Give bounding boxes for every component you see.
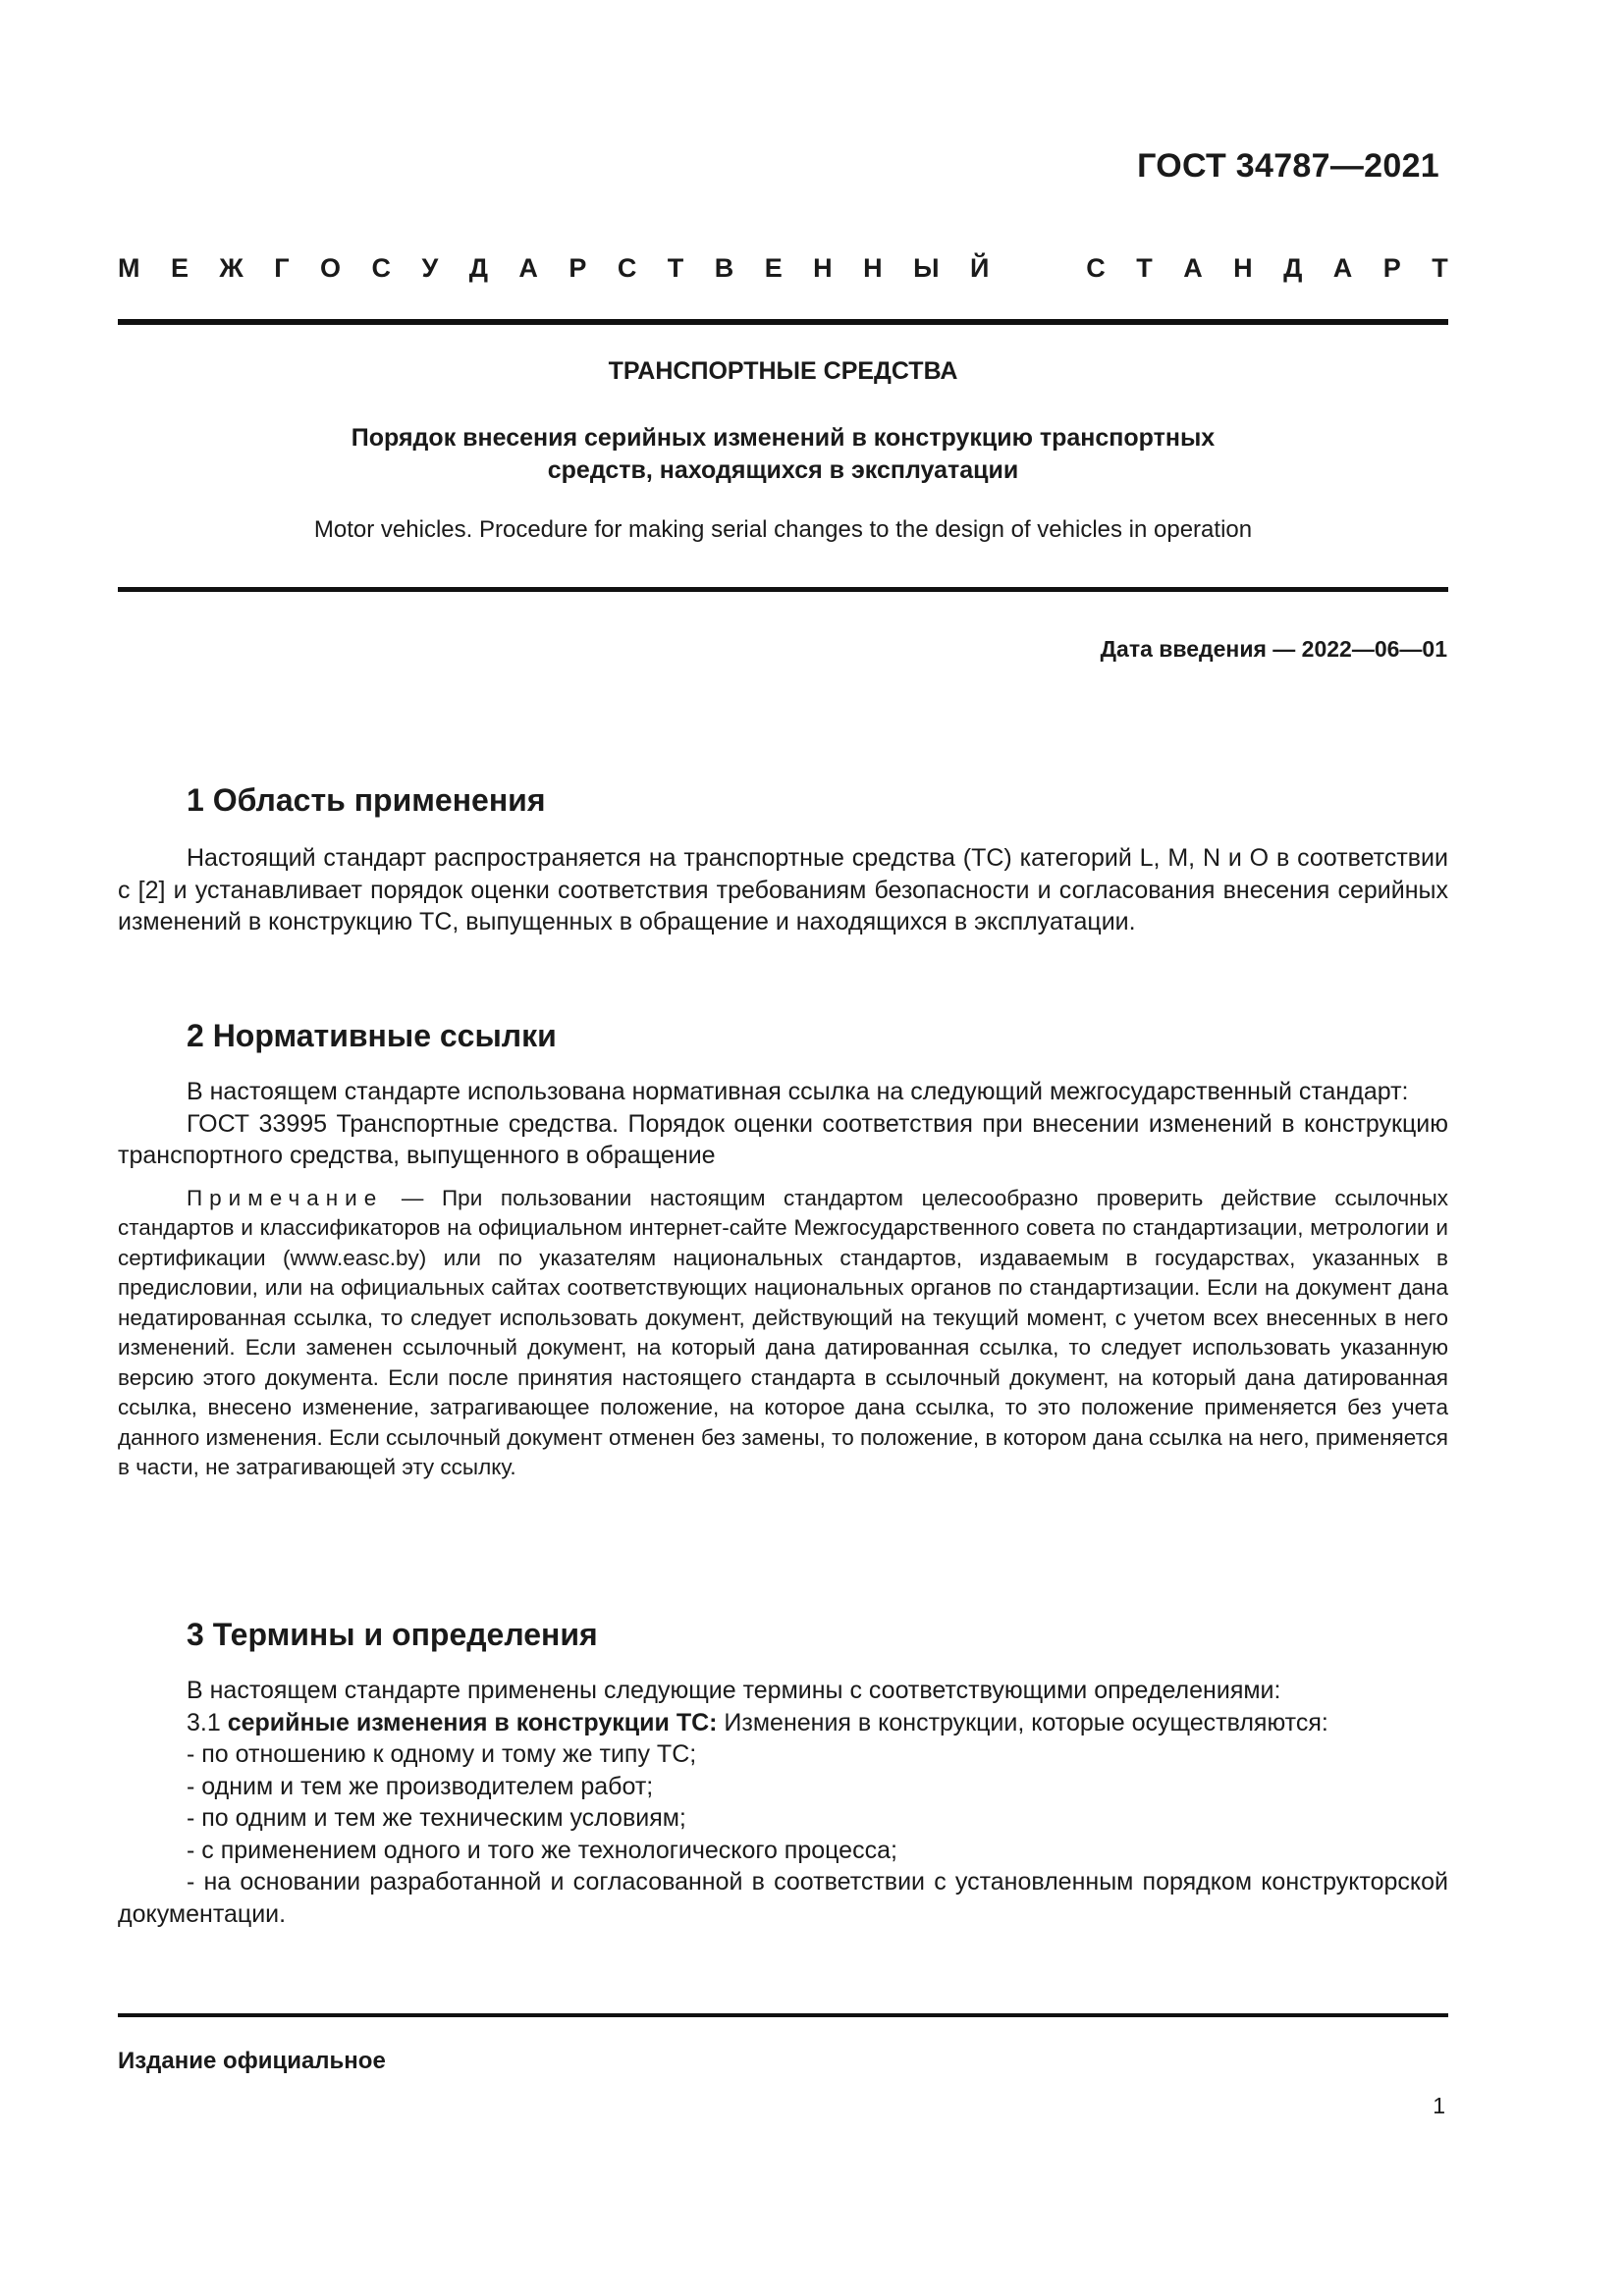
banner-letter: Й	[969, 253, 990, 283]
note-label: Примечание	[187, 1185, 384, 1210]
section-heading: 1 Область применения	[187, 782, 546, 818]
banner-letter: Г	[274, 253, 290, 283]
section-heading: 3 Термины и определения	[187, 1617, 598, 1652]
paragraph: В настоящем стандарте применены следующие термины с соответствующими определениями:	[187, 1677, 1281, 1704]
edition-label: Издание официальное	[118, 2048, 386, 2074]
footer-divider	[118, 2013, 1448, 2017]
banner-letter: Ж	[219, 253, 244, 283]
paragraph: ГОСТ 33995 Транспортные средства. Порядок оценки соответствия при внесении изменений в конструкцию транспортного средства, выпущенного в обращение	[118, 1109, 1448, 1169]
banner-letter: А	[1183, 253, 1203, 283]
document-title: ТРАНСПОРТНЫЕ СРЕДСТВА	[608, 357, 958, 385]
document-code: ГОСТ 34787—2021	[1137, 147, 1439, 185]
banner-letter: С	[617, 253, 637, 283]
banner-letter: Т	[1136, 253, 1153, 283]
term-name: серийные изменения в конструкции ТС:	[227, 1708, 718, 1736]
page-number: 1	[1433, 2093, 1445, 2118]
banner-letter: Н	[863, 253, 883, 283]
banner-letter: Ы	[913, 253, 940, 283]
section-scope	[118, 782, 1448, 938]
subtitle-line: Порядок внесения серийных изменений в конструкцию транспортных	[351, 424, 1216, 452]
term-number: 3.1	[187, 1708, 228, 1736]
banner-letter: Т	[1432, 253, 1448, 283]
list-item: - с применением одного и того же технологического процесса;	[187, 1836, 897, 1864]
banner-letter: А	[518, 253, 538, 283]
banner-letter: А	[1332, 253, 1353, 283]
section-heading: 2 Нормативные ссылки	[187, 1018, 557, 1053]
banner-word-gap	[1020, 253, 1056, 284]
banner-letter: Д	[1283, 253, 1303, 283]
term-text: Изменения в конструкции, которые осуществляются:	[717, 1708, 1328, 1736]
banner-letter: Е	[170, 253, 189, 283]
banner-letter: Е	[764, 253, 783, 283]
term-definition	[118, 1707, 1448, 1739]
banner-letter: О	[320, 253, 342, 283]
banner-letter: Т	[667, 253, 684, 283]
section-normative-references	[118, 1018, 1448, 1483]
banner-letter: С	[371, 253, 392, 283]
banner-letter: Д	[468, 253, 488, 283]
top-divider	[118, 319, 1448, 325]
standard-type-banner	[118, 253, 1448, 284]
subtitle-line: средств, находящихся в эксплуатации	[547, 456, 1019, 484]
banner-letter: С	[1086, 253, 1106, 283]
banner-letter: У	[421, 253, 439, 283]
list-item: - одним и тем же производителем работ;	[187, 1772, 654, 1800]
banner-letter: Н	[813, 253, 833, 283]
banner-letter: Р	[1382, 253, 1401, 283]
introduction-date: Дата введения — 2022—06—01	[1100, 636, 1447, 662]
paragraph: Настоящий стандарт распространяется на транспортные средства (ТС) категорий L, M, N и O в соответствии с [2] и устанавливает порядок оценки соответствия требованиям безопасности и согласования внесения серийных изменений в конструкцию ТС, выпущенных в обращение и находящихся в эксплуатации.	[118, 844, 1448, 935]
paragraph: В настоящем стандарте использована нормативная ссылка на следующий межгосударственный стандарт:	[187, 1078, 1409, 1105]
list-item: - по одним и тем же техническим условиям;	[187, 1804, 686, 1832]
banner-letter: Р	[568, 253, 587, 283]
banner-letter: В	[714, 253, 734, 283]
banner-letter: М	[118, 253, 140, 283]
section-terms-definitions	[118, 1617, 1448, 1930]
list-item: - по отношению к одному и тому же типу ТС;	[187, 1740, 697, 1768]
title-divider	[118, 587, 1448, 592]
english-title: Motor vehicles. Procedure for making serial changes to the design of vehicles in operation	[313, 516, 1253, 543]
document-subtitle	[118, 422, 1448, 487]
list-item: - на основании разработанной и согласованной в соответствии с установленным порядком конструкторской документации.	[118, 1868, 1448, 1928]
banner-letter: Н	[1233, 253, 1253, 283]
note-text: — При пользовании настоящим стандартом целесообразно проверить действие ссылочных стандартов и классификаторов на официальном интернет-сайте Межгосударственного совета по стандартизации, метрологии и сертификации (www.easc.by) или по указателям национальных стандартов, издаваемым в государствах, указанных в предисловии, или на официальных сайтах соответствующих национальных органов по стандартизации. Если на документ дана недатированная ссылка, то следует использовать документ, действующий на текущий момент, с учетом всех внесенных в него изменений. Если заменен ссылочный документ, на который дана датированная ссылка, то следует использовать указанную версию этого документа. Если после принятия настоящего стандарта в ссылочный документ, на который дана датированная ссылка, внесено изменение, затрагивающее положение, на которое дана ссылка, то это положение применяется без учета данного изменения. Если ссылочный документ отменен без замены, то положение, в котором дана ссылка на него, применяется в части, не затрагивающей эту ссылку.	[118, 1185, 1448, 1479]
note-paragraph	[118, 1184, 1448, 1483]
